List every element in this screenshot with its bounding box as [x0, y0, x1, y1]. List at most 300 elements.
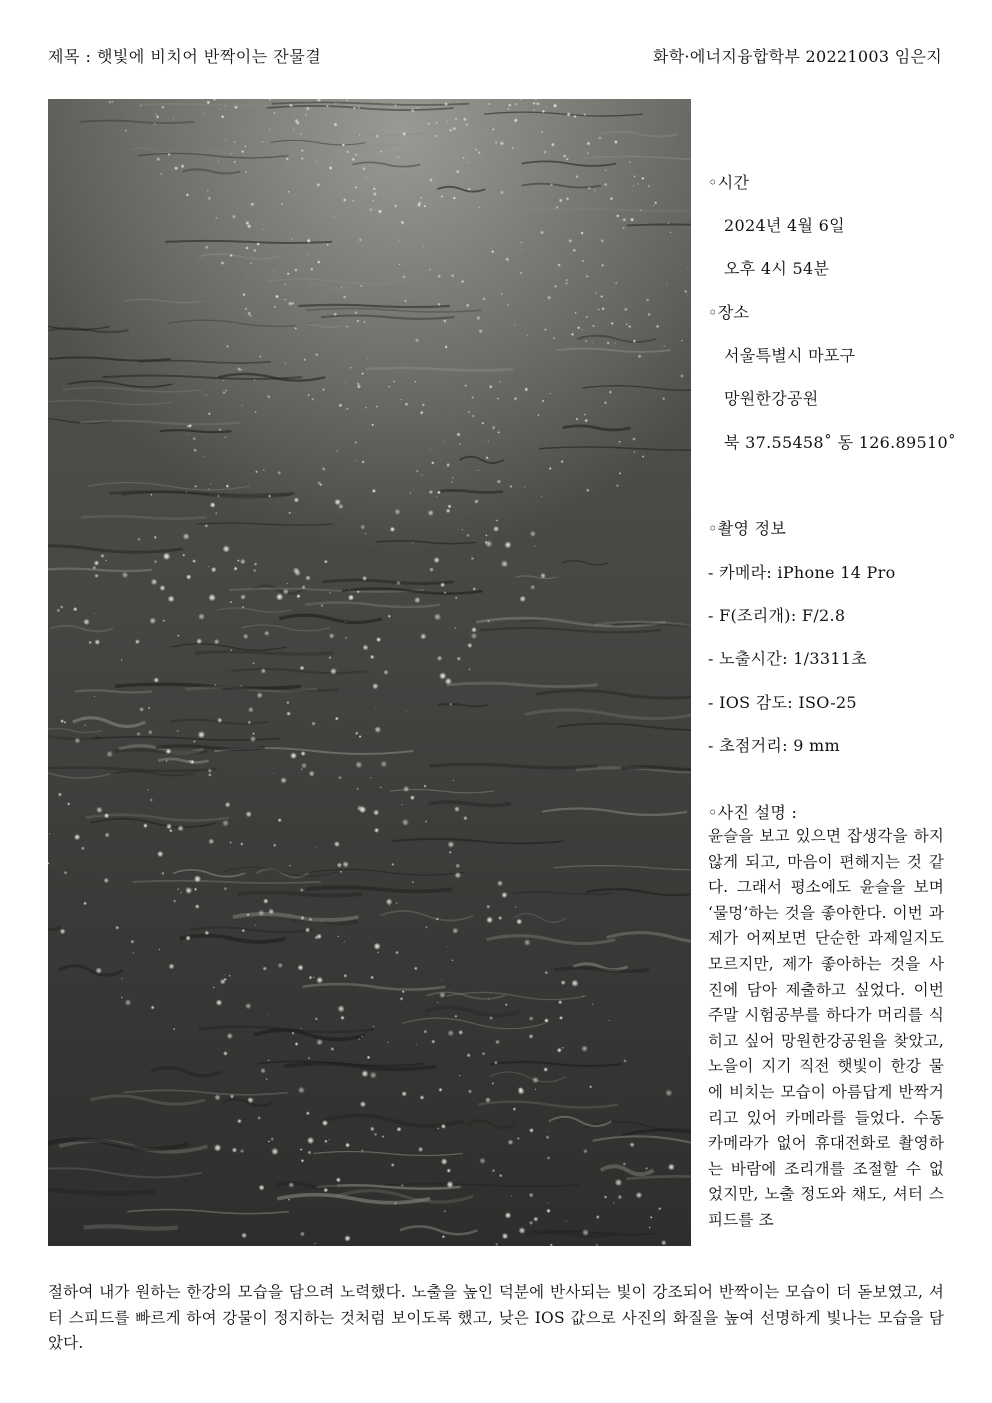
light-sparkle	[446, 509, 451, 514]
light-sparkle	[485, 541, 488, 544]
light-sparkle	[454, 806, 460, 812]
light-sparkle	[424, 785, 427, 788]
light-sparkle	[424, 1030, 428, 1034]
light-sparkle	[64, 871, 68, 875]
light-sparkle	[548, 153, 549, 154]
light-sparkle	[338, 403, 342, 407]
light-sparkle	[367, 1056, 371, 1060]
light-sparkle	[492, 1169, 495, 1172]
light-sparkle	[321, 919, 323, 921]
light-sparkle	[519, 596, 526, 603]
light-sparkle	[403, 786, 409, 792]
light-sparkle	[240, 369, 243, 372]
light-sparkle	[240, 594, 246, 600]
light-sparkle	[265, 405, 266, 406]
light-sparkle	[604, 401, 607, 404]
light-sparkle	[524, 486, 526, 488]
light-sparkle	[274, 306, 276, 308]
light-sparkle	[240, 1149, 244, 1153]
light-sparkle	[577, 326, 580, 329]
light-sparkle	[154, 560, 157, 563]
light-sparkle	[402, 990, 405, 993]
light-sparkle	[399, 263, 401, 265]
light-sparkle	[481, 422, 484, 425]
light-sparkle	[492, 1082, 495, 1085]
light-sparkle	[344, 941, 345, 942]
light-sparkle	[431, 1040, 435, 1044]
light-sparkle	[546, 106, 547, 107]
light-sparkle	[567, 112, 571, 116]
light-sparkle	[230, 254, 233, 257]
light-sparkle	[208, 594, 216, 602]
light-sparkle	[105, 832, 110, 837]
light-sparkle	[156, 157, 160, 161]
light-sparkle	[316, 1039, 323, 1046]
light-sparkle	[241, 405, 243, 407]
light-sparkle	[444, 102, 448, 106]
light-sparkle	[495, 141, 497, 143]
light-sparkle	[543, 150, 547, 154]
light-sparkle	[391, 1163, 395, 1167]
place-park: 망원한강공원	[724, 389, 819, 408]
light-sparkle	[247, 721, 251, 725]
light-sparkle	[317, 260, 321, 264]
light-sparkle	[315, 353, 318, 356]
light-sparkle	[245, 307, 248, 310]
light-sparkle	[273, 844, 276, 847]
light-sparkle	[653, 205, 654, 206]
light-sparkle	[478, 470, 480, 472]
light-sparkle	[243, 634, 249, 640]
light-sparkle	[345, 621, 347, 623]
light-sparkle	[94, 639, 100, 645]
light-sparkle	[58, 792, 62, 796]
light-sparkle	[437, 655, 443, 661]
light-sparkle	[322, 1120, 328, 1126]
light-sparkle	[587, 152, 589, 154]
document-title: 제목 : 햇빛에 비치어 반짝이는 잔물결	[48, 47, 322, 66]
light-sparkle	[611, 322, 614, 325]
light-sparkle	[647, 185, 650, 188]
light-sparkle	[401, 804, 403, 806]
light-sparkle	[96, 807, 103, 814]
light-sparkle	[497, 398, 499, 400]
light-sparkle	[504, 541, 511, 548]
light-sparkle	[309, 771, 315, 777]
light-sparkle	[500, 190, 504, 194]
light-sparkle	[151, 1006, 155, 1010]
light-sparkle	[268, 1141, 269, 1142]
light-sparkle	[160, 173, 162, 175]
light-sparkle	[641, 177, 644, 180]
light-sparkle	[298, 1087, 305, 1094]
light-sparkle	[640, 209, 642, 211]
light-sparkle	[411, 108, 415, 112]
light-sparkle	[348, 594, 354, 600]
light-sparkle	[604, 1196, 607, 1199]
light-sparkle	[166, 824, 172, 830]
light-sparkle	[454, 627, 456, 629]
light-sparkle	[305, 575, 310, 580]
light-sparkle	[361, 372, 364, 375]
light-sparkle	[452, 477, 454, 479]
light-sparkle	[241, 929, 245, 933]
time-heading: ◦시간	[708, 173, 750, 192]
light-sparkle	[352, 200, 354, 202]
aperture-spec: - F(조리개): F/2.8	[708, 606, 846, 625]
light-sparkle	[83, 619, 90, 626]
light-sparkle	[335, 587, 336, 588]
light-sparkle	[446, 463, 450, 467]
light-sparkle	[288, 1199, 290, 1201]
light-sparkle	[284, 284, 286, 286]
light-sparkle	[479, 1158, 486, 1165]
light-sparkle	[429, 490, 433, 494]
light-sparkle	[463, 117, 467, 121]
light-sparkle	[558, 1000, 563, 1005]
light-sparkle	[374, 726, 381, 733]
camera-spec: - 카메라: iPhone 14 Pro	[708, 563, 896, 582]
light-sparkle	[223, 1051, 228, 1056]
light-sparkle	[297, 965, 303, 971]
light-sparkle	[193, 448, 197, 452]
light-sparkle	[244, 145, 246, 147]
light-sparkle	[446, 1181, 453, 1188]
light-sparkle	[370, 655, 375, 660]
light-sparkle	[309, 918, 313, 922]
light-sparkle	[618, 1195, 623, 1200]
light-sparkle	[446, 120, 448, 122]
light-sparkle	[489, 385, 493, 389]
light-sparkle	[317, 481, 321, 485]
light-sparkle	[402, 819, 409, 826]
light-sparkle	[451, 481, 453, 483]
light-sparkle	[547, 1202, 549, 1204]
light-sparkle	[613, 1202, 615, 1204]
light-sparkle	[540, 573, 546, 579]
light-sparkle	[370, 1072, 377, 1079]
light-sparkle	[173, 1028, 175, 1030]
light-sparkle	[371, 424, 374, 427]
light-sparkle	[163, 553, 171, 561]
light-sparkle	[104, 878, 110, 884]
light-sparkle	[233, 160, 236, 163]
light-sparkle	[582, 329, 583, 330]
light-sparkle	[300, 1231, 305, 1236]
light-sparkle	[205, 245, 209, 249]
light-sparkle	[471, 627, 477, 633]
light-sparkle	[575, 312, 577, 314]
light-sparkle	[610, 197, 614, 201]
light-sparkle	[190, 760, 195, 765]
light-sparkle	[629, 161, 631, 163]
light-sparkle	[240, 685, 242, 687]
light-sparkle	[684, 290, 688, 294]
light-sparkle	[468, 1089, 472, 1093]
light-sparkle	[514, 397, 518, 401]
light-sparkle	[121, 978, 123, 980]
light-sparkle	[307, 1057, 310, 1060]
light-sparkle	[533, 102, 536, 105]
light-sparkle	[665, 1089, 672, 1096]
place-heading: ◦장소	[708, 303, 750, 322]
light-sparkle	[250, 202, 254, 206]
light-sparkle	[373, 187, 376, 190]
light-sparkle	[555, 206, 559, 210]
light-sparkle	[248, 1098, 250, 1100]
light-sparkle	[522, 250, 523, 251]
light-sparkle	[250, 262, 252, 264]
light-sparkle	[255, 924, 257, 926]
light-sparkle	[604, 183, 608, 187]
light-sparkle	[335, 103, 337, 105]
light-sparkle	[270, 1137, 274, 1141]
light-sparkle	[333, 216, 335, 218]
light-sparkle	[67, 802, 71, 806]
light-sparkle	[493, 526, 499, 532]
light-sparkle	[447, 946, 448, 947]
light-sparkle	[248, 707, 254, 713]
light-sparkle	[398, 239, 400, 241]
light-sparkle	[634, 175, 636, 177]
light-sparkle	[467, 1053, 471, 1057]
light-sparkle	[404, 300, 406, 302]
light-sparkle	[372, 1025, 374, 1027]
light-sparkle	[595, 292, 597, 294]
light-sparkle	[276, 593, 284, 601]
light-sparkle	[662, 397, 665, 400]
light-sparkle	[510, 485, 513, 488]
light-sparkle	[453, 780, 455, 782]
light-sparkle	[230, 841, 232, 843]
light-sparkle	[205, 395, 206, 396]
light-sparkle	[222, 391, 226, 395]
light-sparkle	[547, 296, 551, 300]
light-sparkle	[553, 104, 557, 108]
light-sparkle	[151, 579, 158, 586]
light-sparkle	[507, 304, 509, 306]
light-sparkle	[342, 143, 345, 146]
light-sparkle	[649, 1226, 651, 1228]
light-sparkle	[681, 340, 683, 342]
light-sparkle	[193, 740, 196, 743]
light-sparkle	[412, 881, 415, 884]
light-sparkle	[330, 668, 337, 675]
light-sparkle	[303, 359, 306, 362]
light-sparkle	[429, 268, 431, 270]
light-sparkle	[459, 1075, 461, 1077]
light-sparkle	[333, 312, 337, 316]
light-sparkle	[218, 161, 220, 163]
light-sparkle	[295, 1042, 299, 1046]
light-sparkle	[645, 1167, 648, 1170]
light-sparkle	[521, 242, 523, 244]
light-sparkle	[275, 295, 279, 299]
light-sparkle	[355, 186, 358, 189]
light-sparkle	[278, 818, 282, 822]
light-sparkle	[456, 170, 460, 174]
light-sparkle	[440, 195, 443, 198]
light-sparkle	[602, 307, 605, 310]
light-sparkle	[343, 198, 347, 202]
light-sparkle	[637, 183, 639, 185]
light-sparkle	[288, 1182, 294, 1188]
light-sparkle	[442, 1235, 445, 1238]
light-sparkle	[177, 730, 179, 732]
light-sparkle	[517, 1137, 520, 1140]
description-paragraph-continued: 절하여 내가 원하는 한강의 모습을 담으려 노력했다. 노출을 높인 덕분에 반사되는 빛이 강조되어 반짝이는 모습이 더 돋보였고, 셔터 스피드를 빠르게 하여 강물이 정지하는 것처럼 보이도록 했고, 낮은 IOS 값으로 사진의 화질을 높여 선명하게 빛나는 모습을 담았다.	[48, 1283, 944, 1353]
light-sparkle	[394, 104, 397, 107]
light-sparkle	[306, 1111, 310, 1115]
light-sparkle	[466, 304, 470, 308]
light-sparkle	[545, 971, 548, 974]
light-sparkle	[581, 1045, 588, 1052]
light-sparkle	[177, 888, 179, 890]
light-sparkle	[471, 557, 475, 561]
light-sparkle	[436, 122, 438, 124]
light-sparkle	[263, 966, 268, 971]
light-sparkle	[157, 851, 164, 858]
light-sparkle	[397, 156, 399, 158]
light-sparkle	[492, 426, 496, 430]
light-sparkle	[492, 128, 495, 131]
light-sparkle	[395, 951, 399, 955]
light-sparkle	[300, 1148, 303, 1151]
light-sparkle	[382, 1135, 385, 1138]
light-sparkle	[515, 102, 518, 105]
light-sparkle	[316, 977, 323, 984]
light-sparkle	[257, 1116, 261, 1120]
light-sparkle	[224, 978, 227, 981]
light-sparkle	[428, 510, 434, 516]
light-sparkle	[455, 863, 460, 868]
light-sparkle	[365, 407, 367, 409]
light-sparkle	[420, 197, 422, 199]
light-sparkle	[342, 861, 349, 868]
light-sparkle	[100, 554, 104, 558]
light-sparkle	[450, 412, 451, 413]
light-sparkle	[485, 1097, 491, 1103]
light-sparkle	[60, 928, 66, 934]
light-sparkle	[220, 109, 222, 111]
light-sparkle	[546, 1135, 550, 1139]
light-sparkle	[307, 1150, 311, 1154]
light-sparkle	[430, 449, 431, 450]
light-sparkle	[449, 128, 453, 132]
light-sparkle	[586, 275, 589, 278]
light-sparkle	[485, 534, 488, 537]
light-sparkle	[140, 105, 142, 107]
light-sparkle	[500, 141, 504, 145]
light-sparkle	[566, 279, 569, 282]
light-sparkle	[309, 976, 313, 980]
light-sparkle	[566, 197, 570, 201]
light-sparkle	[444, 591, 447, 594]
light-sparkle	[543, 1067, 548, 1072]
light-sparkle	[230, 1094, 235, 1099]
light-sparkle	[150, 494, 152, 496]
light-sparkle	[374, 1133, 377, 1136]
light-sparkle	[306, 106, 310, 110]
light-sparkle	[540, 230, 544, 234]
light-sparkle	[153, 677, 159, 683]
light-sparkle	[544, 1018, 549, 1023]
light-sparkle	[340, 871, 342, 873]
light-sparkle	[586, 316, 588, 318]
light-sparkle	[663, 345, 665, 347]
light-sparkle	[334, 499, 341, 506]
light-sparkle	[360, 524, 365, 529]
light-sparkle	[136, 732, 140, 736]
light-sparkle	[542, 110, 546, 114]
light-sparkle	[529, 1034, 534, 1039]
light-sparkle	[242, 293, 245, 296]
light-sparkle	[246, 811, 252, 817]
light-sparkle	[468, 411, 470, 413]
light-sparkle	[335, 717, 339, 721]
light-sparkle	[600, 239, 604, 243]
light-sparkle	[499, 381, 501, 383]
light-sparkle	[583, 1149, 588, 1154]
light-sparkle	[582, 995, 583, 996]
light-sparkle	[571, 333, 574, 336]
light-sparkle	[329, 633, 335, 639]
light-sparkle	[316, 161, 317, 162]
light-sparkle	[257, 692, 263, 698]
light-sparkle	[358, 1038, 360, 1040]
light-sparkle	[237, 559, 240, 562]
light-sparkle	[250, 736, 256, 742]
light-sparkle	[266, 1078, 268, 1080]
light-sparkle	[357, 383, 360, 386]
light-sparkle	[218, 428, 221, 431]
light-sparkle	[88, 641, 92, 645]
light-sparkle	[322, 467, 326, 471]
light-sparkle	[443, 319, 446, 322]
light-sparkle	[565, 282, 568, 285]
light-sparkle	[143, 823, 148, 828]
light-sparkle	[338, 776, 342, 780]
light-sparkle	[437, 1127, 439, 1129]
date-text: 2024년 4월 6일	[724, 216, 845, 235]
light-sparkle	[386, 898, 393, 905]
light-sparkle	[234, 105, 238, 109]
light-sparkle	[315, 1017, 319, 1021]
light-sparkle	[305, 927, 310, 932]
light-sparkle	[594, 189, 596, 191]
light-sparkle	[401, 1184, 404, 1187]
light-sparkle	[443, 441, 444, 442]
light-sparkle	[115, 926, 119, 930]
light-sparkle	[600, 295, 603, 298]
light-sparkle	[363, 645, 369, 651]
light-sparkle	[207, 566, 209, 568]
light-sparkle	[374, 943, 381, 950]
light-sparkle	[497, 431, 500, 434]
light-sparkle	[646, 298, 649, 301]
light-sparkle	[435, 135, 438, 138]
light-sparkle	[422, 403, 425, 406]
light-sparkle	[125, 130, 127, 132]
light-sparkle	[173, 900, 176, 903]
light-sparkle	[310, 268, 313, 271]
light-sparkle	[287, 272, 290, 275]
light-sparkle	[268, 1060, 270, 1062]
light-sparkle	[327, 244, 329, 246]
light-sparkle	[511, 1195, 512, 1196]
light-sparkle	[216, 999, 223, 1006]
light-sparkle	[616, 484, 619, 487]
